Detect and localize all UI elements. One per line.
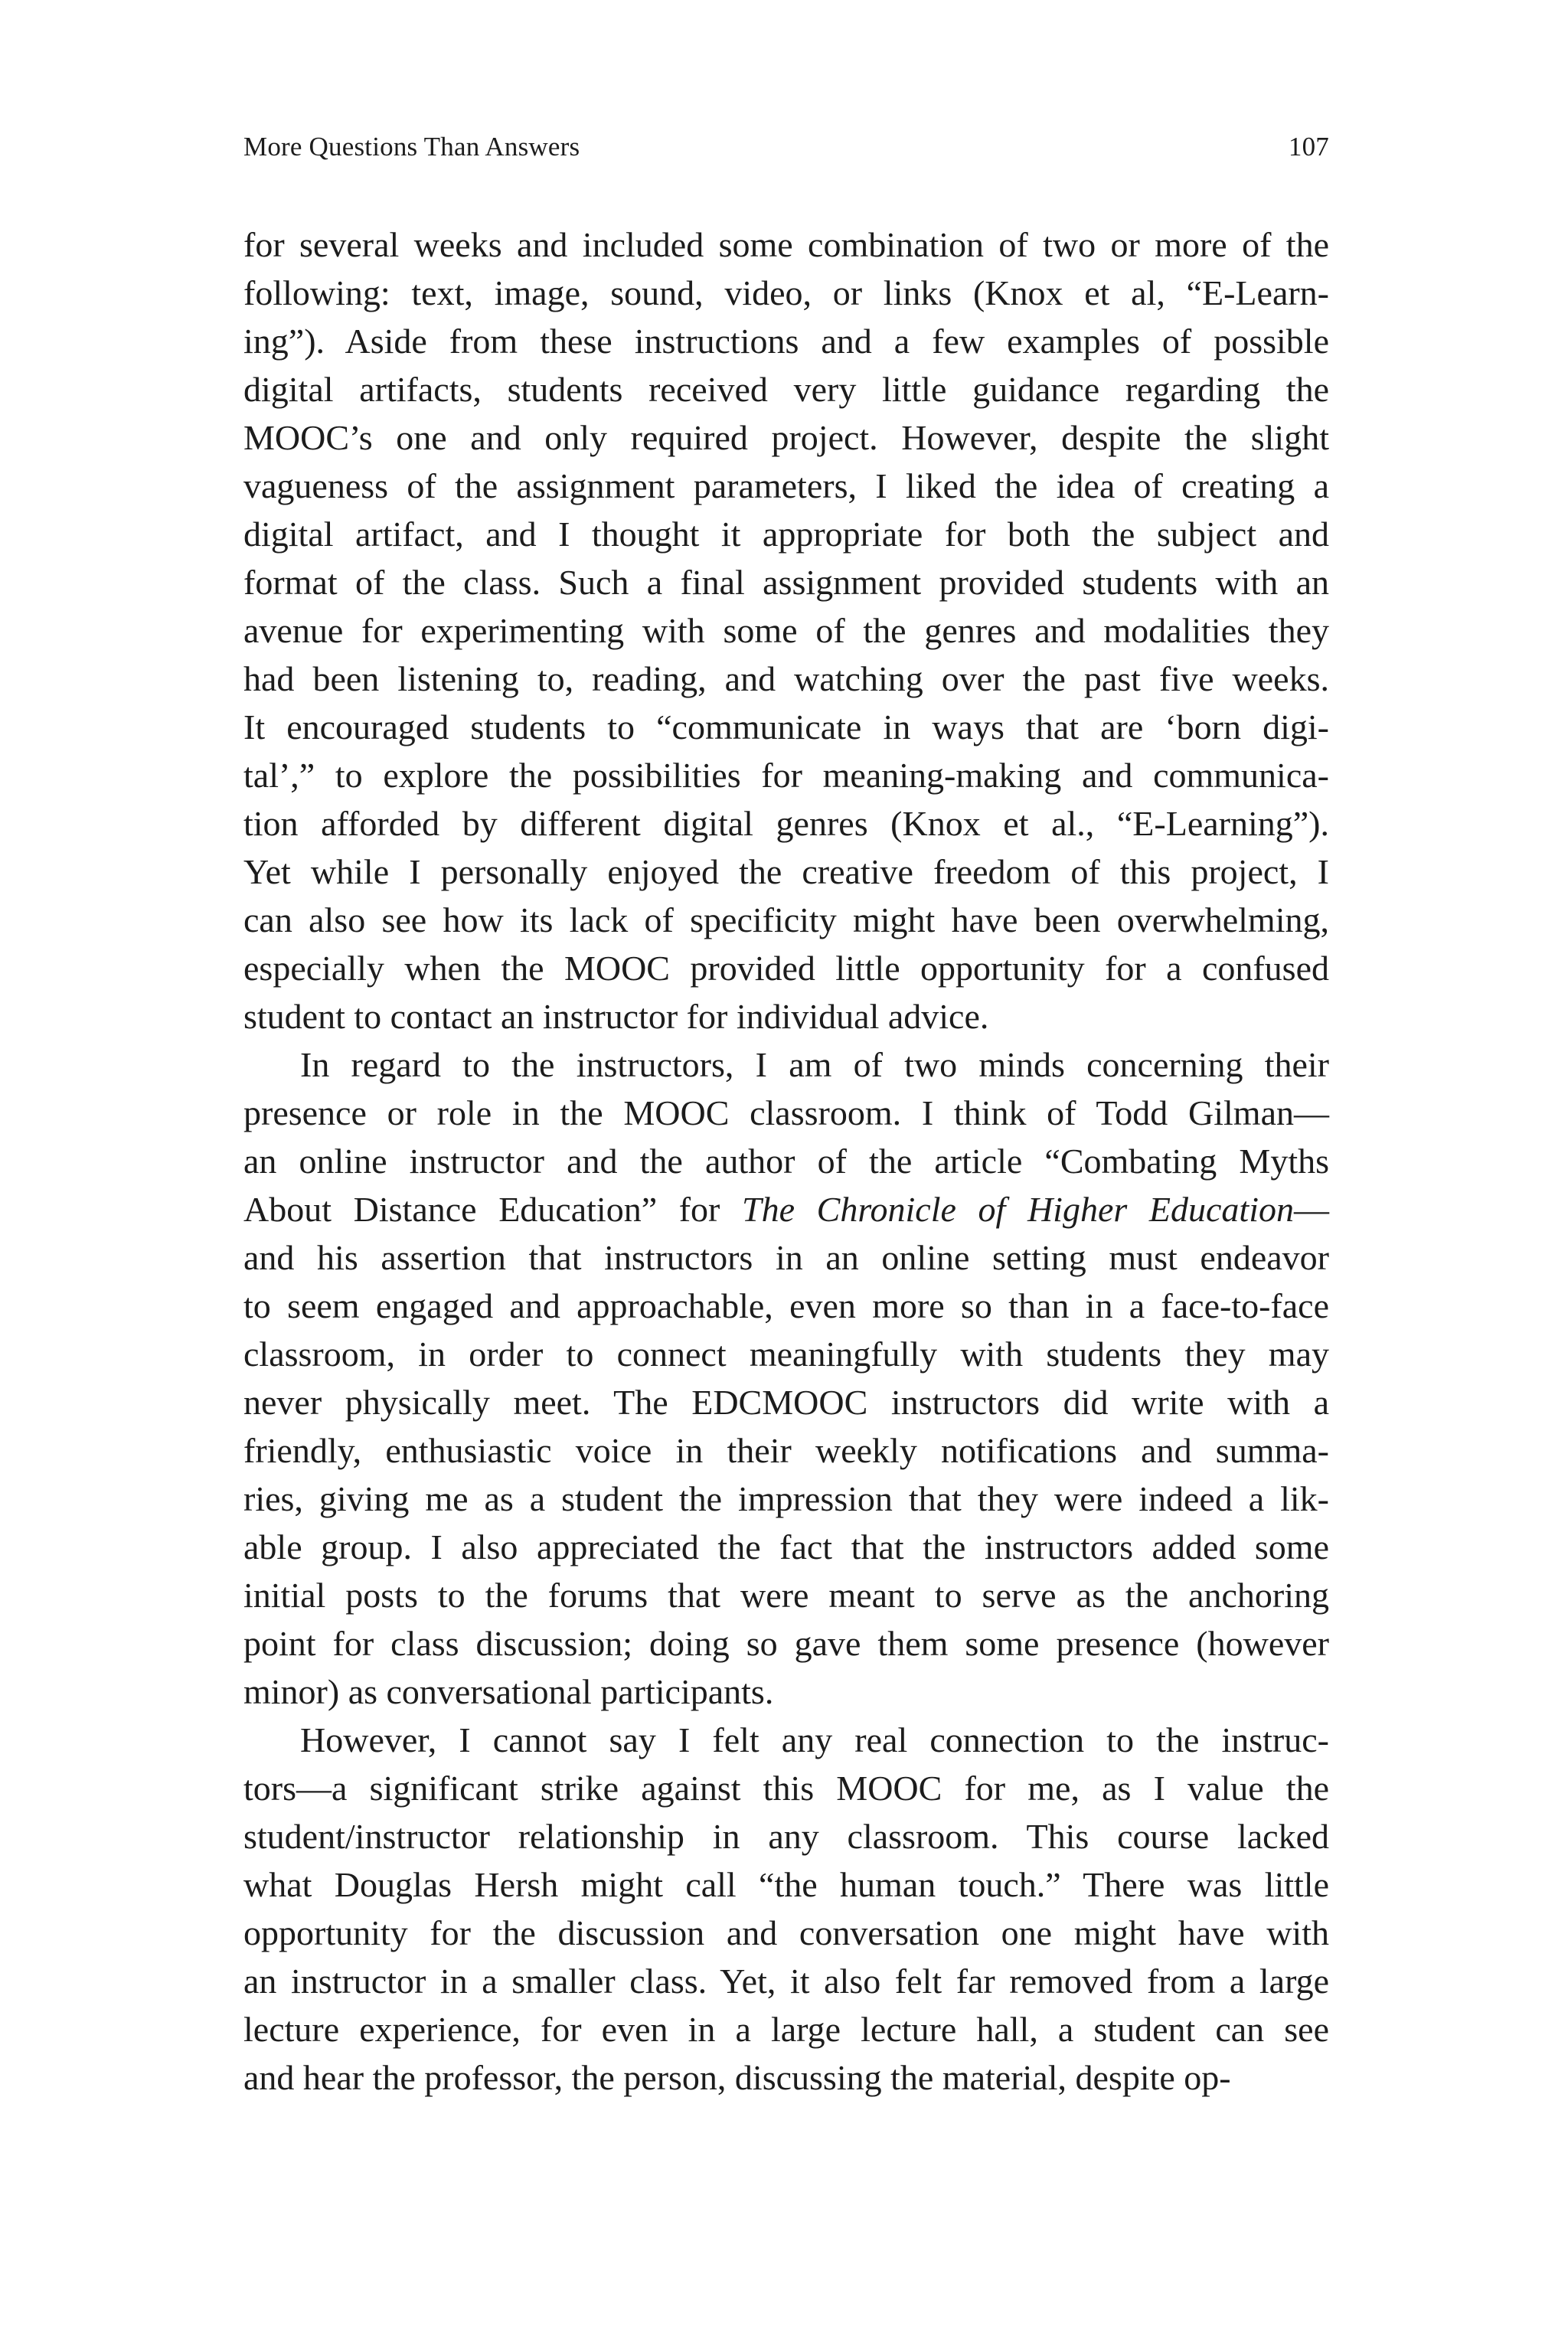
text-segment: MOOC’s one and only required project. However, despite the slight <box>243 418 1329 457</box>
text-line <box>243 413 1329 462</box>
text-line <box>243 2005 1329 2053</box>
text-segment: an online instructor and the author of the article “Combating Myths <box>243 1142 1329 1181</box>
text-line <box>243 1571 1329 1619</box>
text-segment: an instructor in a smaller class. Yet, it also felt far removed from a large <box>243 1962 1329 2001</box>
text-segment: initial posts to the forums that were meant to serve as the anchoring <box>243 1576 1329 1615</box>
text-line <box>243 1812 1329 1860</box>
text-segment: lecture experience, for even in a large lecture hall, a student can see <box>243 2010 1329 2049</box>
text-segment: vagueness of the assignment parameters, I liked the idea of creating a <box>243 466 1329 505</box>
text-segment: student to contact an instructor for individual advice. <box>243 997 989 1036</box>
text-segment: and hear the professor, the person, discussing the material, despite op- <box>243 2058 1231 2097</box>
body-text <box>243 220 1329 2102</box>
text-line <box>243 365 1329 413</box>
text-line <box>243 1909 1329 1957</box>
text-line <box>243 655 1329 703</box>
paragraph <box>243 220 1329 1040</box>
text-segment: Yet while I personally enjoyed the creative freedom of this project, I <box>243 852 1329 891</box>
text-line <box>243 1764 1329 1812</box>
text-segment: following: text, image, sound, video, or links (Knox et al, “E-Learn- <box>243 273 1329 312</box>
text-segment: opportunity for the discussion and conversation one might have with <box>243 1913 1329 1952</box>
text-segment: and his assertion that instructors in an online setting must endeavor <box>243 1238 1329 1277</box>
text-segment: for several weeks and included some combination of two or more of the <box>243 225 1329 264</box>
text-line <box>243 2053 1329 2102</box>
italic-title: The Chronicle of Higher Education <box>742 1190 1294 1229</box>
text-segment: especially when the MOOC provided little opportunity for a confused <box>243 949 1329 988</box>
text-line <box>243 1957 1329 2005</box>
text-line <box>243 992 1329 1040</box>
text-segment: can also see how its lack of specificity might have been overwhelming, <box>243 900 1329 939</box>
text-segment: presence or role in the MOOC classroom. I think of Todd Gilman— <box>243 1093 1329 1132</box>
text-line <box>243 1040 1329 1089</box>
running-head-title: More Questions Than Answers <box>243 132 580 162</box>
paragraph <box>243 1716 1329 2102</box>
text-line <box>243 510 1329 558</box>
text-line <box>243 751 1329 799</box>
text-segment: It encouraged students to “communicate in ways that are ‘born digi- <box>243 707 1329 746</box>
text-line <box>243 1330 1329 1378</box>
text-line <box>243 1523 1329 1571</box>
text-segment: — <box>1294 1190 1329 1229</box>
text-segment: able group. I also appreciated the fact that the instructors added some <box>243 1527 1329 1566</box>
text-line <box>243 220 1329 269</box>
text-line <box>243 558 1329 606</box>
text-line <box>243 1378 1329 1426</box>
text-segment: tors—a significant strike against this MOOC for me, as I value the <box>243 1769 1329 1808</box>
text-line <box>243 896 1329 944</box>
text-segment: About Distance Education” for <box>243 1190 743 1229</box>
text-segment: to seem engaged and approachable, even more so than in a face-to-face <box>243 1286 1329 1325</box>
paragraph <box>243 1040 1329 1716</box>
text-segment: format of the class. Such a final assignment provided students with an <box>243 563 1329 602</box>
page-number: 107 <box>1288 132 1329 162</box>
running-head <box>243 129 1329 165</box>
text-line <box>243 1426 1329 1475</box>
text-line <box>243 1668 1329 1716</box>
text-segment: In regard to the instructors, I am of two minds concerning their <box>300 1045 1329 1084</box>
text-line <box>243 1619 1329 1668</box>
text-line <box>243 1475 1329 1523</box>
text-line <box>243 606 1329 655</box>
text-segment: digital artifacts, students received very little guidance regarding the <box>243 370 1329 409</box>
text-segment: avenue for experimenting with some of the genres and modalities they <box>243 611 1329 650</box>
text-line <box>243 269 1329 317</box>
text-segment: had been listening to, reading, and watching over the past five weeks. <box>243 659 1329 698</box>
text-line <box>243 1282 1329 1330</box>
text-line <box>243 462 1329 510</box>
text-line <box>243 1137 1329 1185</box>
text-line <box>243 1185 1329 1233</box>
text-segment: student/instructor relationship in any classroom. This course lacked <box>243 1817 1329 1856</box>
text-segment: ing”). Aside from these instructions and a few examples of possible <box>243 322 1329 361</box>
text-segment: point for class discussion; doing so gave them some presence (however <box>243 1624 1329 1663</box>
text-line <box>243 944 1329 992</box>
text-line <box>243 799 1329 848</box>
text-segment: ries, giving me as a student the impression that they were indeed a lik- <box>243 1479 1329 1518</box>
text-segment: However, I cannot say I felt any real connection to the instruc- <box>300 1720 1329 1759</box>
text-line <box>243 1716 1329 1764</box>
text-segment: friendly, enthusiastic voice in their weekly notifications and summa- <box>243 1431 1329 1470</box>
text-line <box>243 703 1329 751</box>
text-line <box>243 848 1329 896</box>
text-line <box>243 1233 1329 1282</box>
text-segment: minor) as conversational participants. <box>243 1672 774 1711</box>
text-segment: what Douglas Hersh might call “the human touch.” There was little <box>243 1865 1329 1904</box>
text-segment: digital artifact, and I thought it appropriate for both the subject and <box>243 514 1329 554</box>
text-segment: classroom, in order to connect meaningfully with students they may <box>243 1334 1329 1374</box>
text-line <box>243 1089 1329 1137</box>
text-segment: never physically meet. The EDCMOOC instructors did write with a <box>243 1383 1329 1422</box>
text-line <box>243 317 1329 365</box>
text-line <box>243 1860 1329 1909</box>
text-segment: tion afforded by different digital genres (Knox et al., “E-Learning”). <box>243 804 1329 843</box>
text-segment: tal’,” to explore the possibilities for meaning-making and communica- <box>243 756 1329 795</box>
